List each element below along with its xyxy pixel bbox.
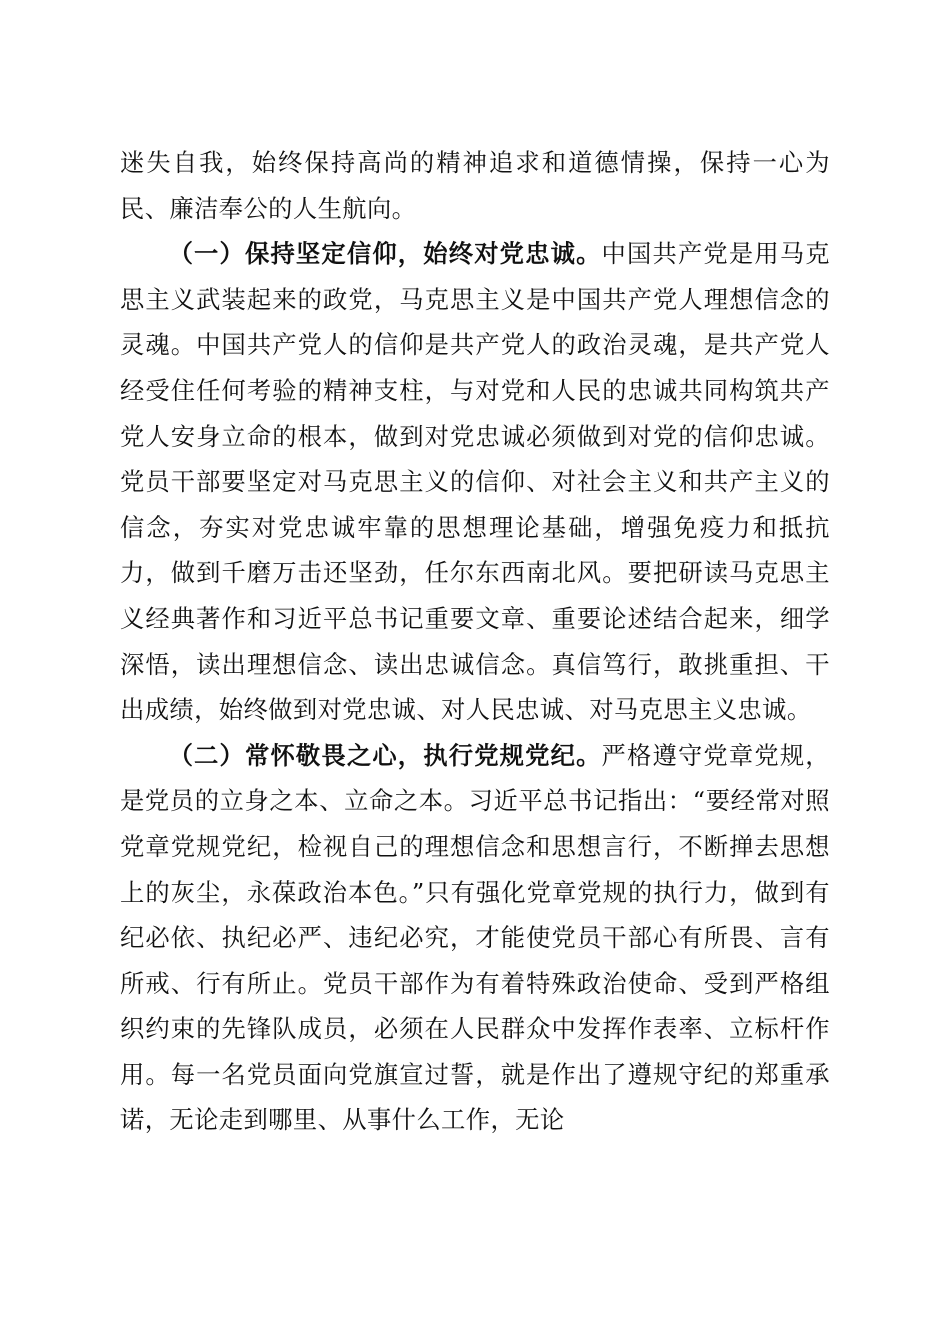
- paragraph-text: 迷失自我，始终保持高尚的精神追求和道德情操，保持一心为民、廉洁奉公的人生航向。: [120, 148, 830, 223]
- paragraph-text: 中国共产党是用马克思主义武装起来的政党，马克思主义是中国共产党人理想信念的灵魂。中国共产党人的信仰是共产党人的政治灵魂，是共产党人经受住任何考验的精神支柱，与对党和人民的忠诚共同构筑共产党人安身立命的根本，做到对党忠诚必须做到对党的信仰忠诚。党员干部要坚定对马克思主义的信仰、对社会主义和共产主义的信念，夯实对党忠诚牢靠的思想理论基础，增强免疫力和抵抗力，做到千磨万击还坚劲，任尔东西南北风。要把研读马克思主义经典著作和习近平总书记重要文章、重要论述结合起来，细学深悟，读出理想信念、读出忠诚信念。真信笃行，敢挑重担、干出成绩，始终做到对党忠诚、对人民忠诚、对马克思主义忠诚。: [120, 239, 830, 725]
- paragraph-section-two: [120, 733, 830, 1143]
- paragraph-text: 严格遵守党章党规，是党员的立身之本、立命之本。习近平总书记指出：“要经常对照党章党规党纪，检视自己的理想信念和思想言行，不断掸去思想上的灰尘，永葆政治本色。”只有强化党章党规的执行力，做到有纪必依、执纪必严、违纪必究，才能使党员干部心有所畏、言有所戒、行有所止。党员干部作为有着特殊政治使命、受到严格组织约束的先锋队成员，必须在人民群众中发挥作表率、立标杆作用。每一名党员面向党旗宣过誓，就是作出了遵规守纪的郑重承诺，无论走到哪里、从事什么工作，无论: [120, 740, 830, 1135]
- paragraph-section-one: [120, 231, 830, 733]
- section-heading: （二）常怀敬畏之心，执行党规党纪。: [168, 740, 602, 770]
- document-page: [120, 140, 830, 1143]
- paragraph-continuation: [120, 140, 830, 231]
- section-heading: （一）保持坚定信仰，始终对党忠诚。: [168, 239, 602, 269]
